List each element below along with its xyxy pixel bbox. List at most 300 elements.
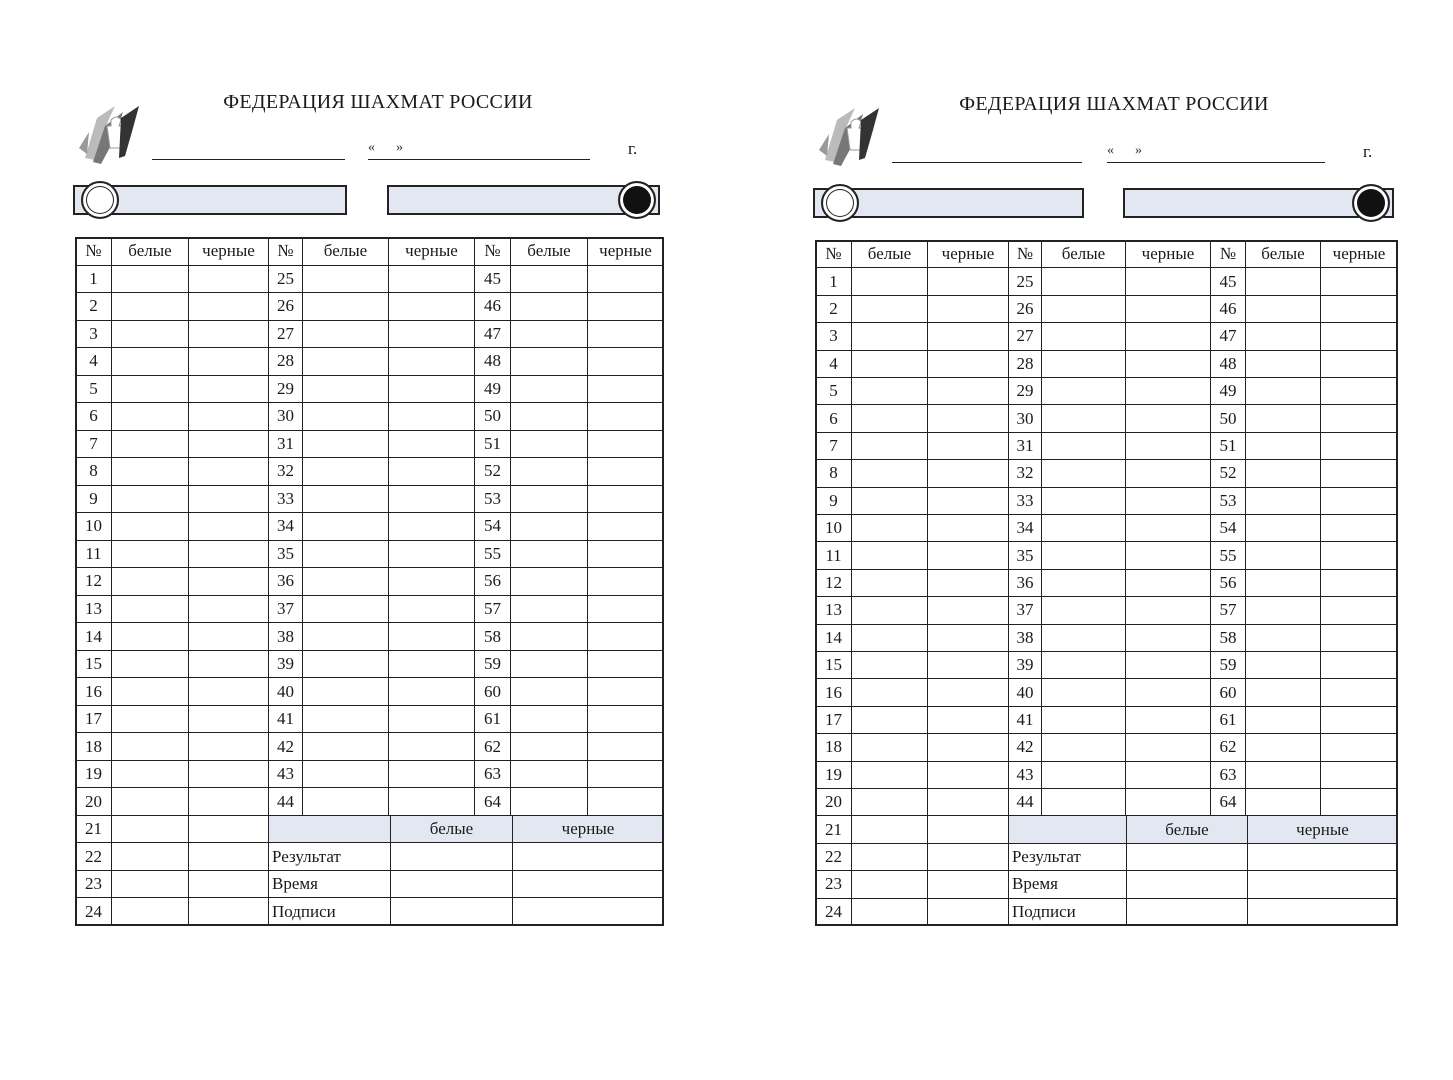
white-move-cell[interactable] bbox=[1245, 514, 1321, 542]
black-move-cell[interactable] bbox=[927, 788, 1009, 816]
white-move-cell[interactable] bbox=[510, 787, 588, 816]
white-move-cell[interactable] bbox=[851, 295, 928, 323]
black-move-cell[interactable] bbox=[188, 897, 269, 926]
black-move-cell[interactable] bbox=[927, 267, 1009, 295]
black-move-cell[interactable] bbox=[587, 595, 664, 624]
white-move-cell[interactable] bbox=[1041, 596, 1126, 624]
white-move-cell[interactable] bbox=[1245, 678, 1321, 706]
white-move-cell[interactable] bbox=[111, 842, 189, 871]
black-move-cell[interactable] bbox=[388, 705, 475, 734]
white-move-cell[interactable] bbox=[1041, 295, 1126, 323]
white-move-cell[interactable] bbox=[1041, 404, 1126, 432]
white-move-cell[interactable] bbox=[851, 541, 928, 569]
black-move-cell[interactable] bbox=[188, 347, 269, 376]
white-move-cell[interactable] bbox=[111, 292, 189, 321]
column-header: белые bbox=[1041, 240, 1126, 268]
white-move-cell[interactable] bbox=[851, 404, 928, 432]
black-move-cell[interactable] bbox=[1320, 459, 1398, 487]
white-move-cell[interactable] bbox=[1245, 569, 1321, 597]
black-move-cell[interactable] bbox=[1125, 514, 1211, 542]
move-number: 39 bbox=[268, 650, 303, 679]
white-move-cell[interactable] bbox=[111, 512, 189, 541]
white-move-cell[interactable] bbox=[510, 457, 588, 486]
white-move-cell[interactable] bbox=[1245, 651, 1321, 679]
black-move-cell[interactable] bbox=[1125, 788, 1211, 816]
footer-white-cell[interactable] bbox=[1126, 898, 1248, 926]
white-move-cell[interactable] bbox=[1245, 459, 1321, 487]
white-move-cell[interactable] bbox=[1245, 322, 1321, 350]
black-move-cell[interactable] bbox=[587, 567, 664, 596]
white-move-cell[interactable] bbox=[302, 650, 389, 679]
white-move-cell[interactable] bbox=[111, 870, 189, 899]
black-move-cell[interactable] bbox=[927, 295, 1009, 323]
black-move-cell[interactable] bbox=[927, 322, 1009, 350]
footer-black-cell[interactable] bbox=[1247, 870, 1398, 898]
move-number: 61 bbox=[1210, 706, 1246, 734]
white-move-cell[interactable] bbox=[302, 540, 389, 569]
white-move-cell[interactable] bbox=[851, 350, 928, 378]
white-move-cell[interactable] bbox=[1245, 432, 1321, 460]
white-move-cell[interactable] bbox=[302, 265, 389, 294]
white-move-cell[interactable] bbox=[1041, 459, 1126, 487]
black-move-cell[interactable] bbox=[1320, 706, 1398, 734]
black-move-cell[interactable] bbox=[1320, 377, 1398, 405]
black-move-cell[interactable] bbox=[188, 650, 269, 679]
black-move-cell[interactable] bbox=[188, 815, 269, 844]
black-move-cell[interactable] bbox=[188, 292, 269, 321]
white-move-cell[interactable] bbox=[302, 457, 389, 486]
black-move-cell[interactable] bbox=[388, 787, 475, 816]
white-move-cell[interactable] bbox=[510, 292, 588, 321]
black-move-cell[interactable] bbox=[388, 595, 475, 624]
black-move-cell[interactable] bbox=[587, 540, 664, 569]
black-move-cell[interactable] bbox=[388, 265, 475, 294]
white-move-cell[interactable] bbox=[510, 567, 588, 596]
white-move-cell[interactable] bbox=[851, 624, 928, 652]
black-move-cell[interactable] bbox=[927, 487, 1009, 515]
black-move-cell[interactable] bbox=[587, 402, 664, 431]
white-move-cell[interactable] bbox=[1245, 596, 1321, 624]
footer-black-cell[interactable] bbox=[1247, 843, 1398, 871]
white-move-cell[interactable] bbox=[1041, 569, 1126, 597]
white-move-cell[interactable] bbox=[851, 569, 928, 597]
white-move-cell[interactable] bbox=[1245, 733, 1321, 761]
white-move-cell[interactable] bbox=[111, 567, 189, 596]
black-move-cell[interactable] bbox=[587, 265, 664, 294]
black-move-cell[interactable] bbox=[1125, 377, 1211, 405]
footer-black-cell[interactable] bbox=[512, 870, 664, 899]
white-move-cell[interactable] bbox=[302, 595, 389, 624]
move-number: 35 bbox=[1008, 541, 1042, 569]
white-move-cell[interactable] bbox=[851, 596, 928, 624]
black-move-cell[interactable] bbox=[587, 430, 664, 459]
footer-black-cell[interactable] bbox=[1247, 898, 1398, 926]
white-move-cell[interactable] bbox=[851, 651, 928, 679]
white-move-cell[interactable] bbox=[1041, 733, 1126, 761]
white-move-cell[interactable] bbox=[851, 870, 928, 898]
black-move-cell[interactable] bbox=[927, 870, 1009, 898]
white-move-cell[interactable] bbox=[111, 457, 189, 486]
move-number: 45 bbox=[474, 265, 511, 294]
black-move-cell[interactable] bbox=[188, 595, 269, 624]
black-move-cell[interactable] bbox=[1320, 651, 1398, 679]
white-move-cell[interactable] bbox=[111, 375, 189, 404]
black-move-cell[interactable] bbox=[388, 402, 475, 431]
black-move-cell[interactable] bbox=[388, 457, 475, 486]
white-move-cell[interactable] bbox=[1245, 541, 1321, 569]
move-number: 43 bbox=[1008, 761, 1042, 789]
white-move-cell[interactable] bbox=[1041, 678, 1126, 706]
white-move-cell[interactable] bbox=[111, 430, 189, 459]
white-move-cell[interactable] bbox=[111, 265, 189, 294]
black-move-cell[interactable] bbox=[927, 377, 1009, 405]
black-move-cell[interactable] bbox=[1320, 761, 1398, 789]
footer-header-white: белые bbox=[1126, 815, 1248, 843]
white-move-cell[interactable] bbox=[302, 677, 389, 706]
white-move-cell[interactable] bbox=[1041, 788, 1126, 816]
black-move-cell[interactable] bbox=[188, 485, 269, 514]
white-move-cell[interactable] bbox=[1041, 377, 1126, 405]
black-move-cell[interactable] bbox=[388, 540, 475, 569]
black-move-cell[interactable] bbox=[188, 430, 269, 459]
black-move-cell[interactable] bbox=[188, 870, 269, 899]
white-move-cell[interactable] bbox=[302, 375, 389, 404]
black-move-cell[interactable] bbox=[188, 402, 269, 431]
black-move-cell[interactable] bbox=[1125, 432, 1211, 460]
black-move-cell[interactable] bbox=[927, 350, 1009, 378]
white-move-cell[interactable] bbox=[1245, 295, 1321, 323]
move-number: 25 bbox=[1008, 267, 1042, 295]
black-move-cell[interactable] bbox=[1320, 624, 1398, 652]
black-move-cell[interactable] bbox=[1320, 541, 1398, 569]
white-move-cell[interactable] bbox=[111, 815, 189, 844]
white-move-cell[interactable] bbox=[851, 322, 928, 350]
white-move-cell[interactable] bbox=[510, 732, 588, 761]
white-move-cell[interactable] bbox=[851, 459, 928, 487]
black-move-cell[interactable] bbox=[1125, 350, 1211, 378]
black-move-cell[interactable] bbox=[1125, 267, 1211, 295]
white-move-cell[interactable] bbox=[851, 432, 928, 460]
black-move-cell[interactable] bbox=[1320, 788, 1398, 816]
date-line[interactable] bbox=[368, 159, 590, 160]
black-move-cell[interactable] bbox=[388, 650, 475, 679]
black-move-cell[interactable] bbox=[188, 732, 269, 761]
move-number: 29 bbox=[1008, 377, 1042, 405]
black-move-cell[interactable] bbox=[188, 677, 269, 706]
white-move-cell[interactable] bbox=[510, 320, 588, 349]
black-move-cell[interactable] bbox=[927, 459, 1009, 487]
column-header: № bbox=[1008, 240, 1042, 268]
black-move-cell[interactable] bbox=[1320, 295, 1398, 323]
black-move-cell[interactable] bbox=[927, 761, 1009, 789]
white-move-cell[interactable] bbox=[302, 320, 389, 349]
black-move-cell[interactable] bbox=[587, 457, 664, 486]
white-move-cell[interactable] bbox=[1041, 624, 1126, 652]
black-move-cell[interactable] bbox=[388, 567, 475, 596]
white-move-cell[interactable] bbox=[851, 706, 928, 734]
white-move-cell[interactable] bbox=[302, 567, 389, 596]
black-move-cell[interactable] bbox=[388, 677, 475, 706]
white-move-cell[interactable] bbox=[111, 540, 189, 569]
black-move-cell[interactable] bbox=[1125, 596, 1211, 624]
white-move-cell[interactable] bbox=[851, 514, 928, 542]
black-move-cell[interactable] bbox=[927, 541, 1009, 569]
white-move-cell[interactable] bbox=[1245, 350, 1321, 378]
black-move-cell[interactable] bbox=[1125, 404, 1211, 432]
black-move-cell[interactable] bbox=[927, 815, 1009, 843]
white-move-cell[interactable] bbox=[302, 705, 389, 734]
black-move-cell[interactable] bbox=[388, 430, 475, 459]
black-move-cell[interactable] bbox=[927, 514, 1009, 542]
white-move-cell[interactable] bbox=[302, 292, 389, 321]
white-move-cell[interactable] bbox=[111, 595, 189, 624]
black-move-cell[interactable] bbox=[587, 760, 664, 789]
black-move-cell[interactable] bbox=[388, 292, 475, 321]
white-move-cell[interactable] bbox=[302, 402, 389, 431]
white-move-cell[interactable] bbox=[1041, 651, 1126, 679]
black-move-cell[interactable] bbox=[388, 347, 475, 376]
white-move-cell[interactable] bbox=[510, 430, 588, 459]
black-move-cell[interactable] bbox=[1320, 404, 1398, 432]
black-move-cell[interactable] bbox=[188, 265, 269, 294]
white-move-cell[interactable] bbox=[111, 787, 189, 816]
black-move-cell[interactable] bbox=[927, 596, 1009, 624]
white-move-cell[interactable] bbox=[302, 622, 389, 651]
black-move-cell[interactable] bbox=[1320, 733, 1398, 761]
move-number: 7 bbox=[75, 430, 112, 459]
white-move-cell[interactable] bbox=[1041, 432, 1126, 460]
black-move-cell[interactable] bbox=[587, 677, 664, 706]
black-move-cell[interactable] bbox=[1320, 432, 1398, 460]
white-move-cell[interactable] bbox=[302, 512, 389, 541]
event-name-line[interactable] bbox=[152, 159, 345, 160]
white-move-cell[interactable] bbox=[1041, 350, 1126, 378]
white-move-cell[interactable] bbox=[302, 485, 389, 514]
white-move-cell[interactable] bbox=[111, 677, 189, 706]
white-move-cell[interactable] bbox=[510, 485, 588, 514]
black-move-cell[interactable] bbox=[1125, 541, 1211, 569]
move-number: 48 bbox=[1210, 350, 1246, 378]
footer-black-cell[interactable] bbox=[512, 842, 664, 871]
black-move-cell[interactable] bbox=[1320, 487, 1398, 515]
white-move-cell[interactable] bbox=[1245, 267, 1321, 295]
white-move-cell[interactable] bbox=[111, 347, 189, 376]
black-move-cell[interactable] bbox=[188, 705, 269, 734]
white-move-cell[interactable] bbox=[111, 732, 189, 761]
white-move-cell[interactable] bbox=[302, 732, 389, 761]
white-move-cell[interactable] bbox=[302, 760, 389, 789]
black-move-cell[interactable] bbox=[188, 622, 269, 651]
white-move-cell[interactable] bbox=[111, 485, 189, 514]
white-move-cell[interactable] bbox=[510, 622, 588, 651]
black-move-cell[interactable] bbox=[587, 485, 664, 514]
black-move-cell[interactable] bbox=[587, 375, 664, 404]
footer-white-cell[interactable] bbox=[390, 842, 513, 871]
white-move-cell[interactable] bbox=[111, 897, 189, 926]
white-move-cell[interactable] bbox=[1041, 322, 1126, 350]
black-move-cell[interactable] bbox=[1125, 651, 1211, 679]
black-move-cell[interactable] bbox=[927, 706, 1009, 734]
white-move-cell[interactable] bbox=[1245, 404, 1321, 432]
white-move-cell[interactable] bbox=[1041, 706, 1126, 734]
white-move-cell[interactable] bbox=[510, 265, 588, 294]
move-number: 12 bbox=[815, 569, 852, 597]
move-number: 56 bbox=[474, 567, 511, 596]
black-move-cell[interactable] bbox=[587, 512, 664, 541]
black-move-cell[interactable] bbox=[927, 843, 1009, 871]
black-move-cell[interactable] bbox=[927, 432, 1009, 460]
black-move-cell[interactable] bbox=[1320, 514, 1398, 542]
black-move-cell[interactable] bbox=[927, 651, 1009, 679]
footer-header-blank bbox=[268, 815, 391, 844]
footer-white-cell[interactable] bbox=[1126, 843, 1248, 871]
black-move-cell[interactable] bbox=[188, 375, 269, 404]
footer-white-cell[interactable] bbox=[390, 870, 513, 899]
black-move-cell[interactable] bbox=[1125, 733, 1211, 761]
white-move-cell[interactable] bbox=[302, 787, 389, 816]
move-number: 3 bbox=[75, 320, 112, 349]
white-move-cell[interactable] bbox=[510, 375, 588, 404]
white-move-cell[interactable] bbox=[1245, 706, 1321, 734]
white-move-cell[interactable] bbox=[510, 760, 588, 789]
black-move-cell[interactable] bbox=[1125, 322, 1211, 350]
black-move-cell[interactable] bbox=[1125, 706, 1211, 734]
white-move-cell[interactable] bbox=[851, 267, 928, 295]
black-move-cell[interactable] bbox=[1320, 350, 1398, 378]
black-move-cell[interactable] bbox=[587, 622, 664, 651]
move-number: 18 bbox=[75, 732, 112, 761]
white-move-cell[interactable] bbox=[851, 487, 928, 515]
move-number: 49 bbox=[474, 375, 511, 404]
black-move-cell[interactable] bbox=[1125, 678, 1211, 706]
white-move-cell[interactable] bbox=[111, 705, 189, 734]
white-move-cell[interactable] bbox=[851, 898, 928, 926]
black-move-cell[interactable] bbox=[388, 485, 475, 514]
white-move-cell[interactable] bbox=[851, 815, 928, 843]
white-move-cell[interactable] bbox=[1245, 624, 1321, 652]
footer-white-cell[interactable] bbox=[390, 897, 513, 926]
white-move-cell[interactable] bbox=[1041, 267, 1126, 295]
black-move-cell[interactable] bbox=[1125, 569, 1211, 597]
white-move-cell[interactable] bbox=[1245, 377, 1321, 405]
black-move-cell[interactable] bbox=[188, 787, 269, 816]
black-move-cell[interactable] bbox=[927, 569, 1009, 597]
white-move-cell[interactable] bbox=[510, 705, 588, 734]
black-move-cell[interactable] bbox=[188, 540, 269, 569]
black-move-cell[interactable] bbox=[1125, 295, 1211, 323]
date-line[interactable] bbox=[1107, 162, 1325, 163]
black-move-cell[interactable] bbox=[1320, 322, 1398, 350]
black-move-cell[interactable] bbox=[1320, 569, 1398, 597]
black-move-cell[interactable] bbox=[1320, 678, 1398, 706]
white-move-cell[interactable] bbox=[111, 402, 189, 431]
black-move-cell[interactable] bbox=[388, 375, 475, 404]
black-move-cell[interactable] bbox=[188, 760, 269, 789]
move-number: 13 bbox=[815, 596, 852, 624]
move-number: 43 bbox=[268, 760, 303, 789]
move-number: 10 bbox=[75, 512, 112, 541]
white-move-cell[interactable] bbox=[111, 622, 189, 651]
black-move-cell[interactable] bbox=[587, 292, 664, 321]
black-move-cell[interactable] bbox=[188, 512, 269, 541]
black-move-cell[interactable] bbox=[188, 320, 269, 349]
black-move-cell[interactable] bbox=[1320, 267, 1398, 295]
white-move-cell[interactable] bbox=[1041, 487, 1126, 515]
white-move-cell[interactable] bbox=[1245, 487, 1321, 515]
black-move-cell[interactable] bbox=[927, 733, 1009, 761]
white-move-cell[interactable] bbox=[510, 402, 588, 431]
black-move-cell[interactable] bbox=[1125, 459, 1211, 487]
white-move-cell[interactable] bbox=[111, 760, 189, 789]
black-move-cell[interactable] bbox=[587, 705, 664, 734]
white-move-cell[interactable] bbox=[1041, 761, 1126, 789]
white-move-cell[interactable] bbox=[851, 733, 928, 761]
white-move-cell[interactable] bbox=[851, 788, 928, 816]
black-move-cell[interactable] bbox=[1125, 761, 1211, 789]
black-move-cell[interactable] bbox=[388, 622, 475, 651]
footer-black-cell[interactable] bbox=[512, 897, 664, 926]
move-number: 29 bbox=[268, 375, 303, 404]
black-move-cell[interactable] bbox=[927, 624, 1009, 652]
white-move-cell[interactable] bbox=[302, 430, 389, 459]
white-move-cell[interactable] bbox=[851, 678, 928, 706]
sheet-title: ФЕДЕРАЦИЯ ШАХМАТ РОССИИ bbox=[223, 91, 533, 113]
black-move-cell[interactable] bbox=[927, 898, 1009, 926]
white-move-cell[interactable] bbox=[111, 320, 189, 349]
black-move-cell[interactable] bbox=[1125, 624, 1211, 652]
white-move-cell[interactable] bbox=[510, 347, 588, 376]
black-move-cell[interactable] bbox=[587, 347, 664, 376]
black-move-cell[interactable] bbox=[388, 512, 475, 541]
white-move-cell[interactable] bbox=[851, 761, 928, 789]
black-move-cell[interactable] bbox=[388, 320, 475, 349]
white-move-cell[interactable] bbox=[1245, 788, 1321, 816]
black-move-cell[interactable] bbox=[587, 650, 664, 679]
white-move-cell[interactable] bbox=[510, 595, 588, 624]
black-move-cell[interactable] bbox=[1125, 487, 1211, 515]
white-move-cell[interactable] bbox=[1041, 541, 1126, 569]
black-move-cell[interactable] bbox=[587, 787, 664, 816]
event-name-line[interactable] bbox=[892, 162, 1082, 163]
black-move-cell[interactable] bbox=[1320, 596, 1398, 624]
white-move-cell[interactable] bbox=[510, 540, 588, 569]
black-move-cell[interactable] bbox=[587, 320, 664, 349]
black-move-cell[interactable] bbox=[188, 457, 269, 486]
black-move-cell[interactable] bbox=[188, 567, 269, 596]
black-move-cell[interactable] bbox=[188, 842, 269, 871]
white-move-cell[interactable] bbox=[1245, 761, 1321, 789]
white-move-cell[interactable] bbox=[1041, 514, 1126, 542]
white-move-cell[interactable] bbox=[510, 650, 588, 679]
white-move-cell[interactable] bbox=[851, 843, 928, 871]
black-move-cell[interactable] bbox=[927, 404, 1009, 432]
white-move-cell[interactable] bbox=[851, 377, 928, 405]
move-number: 23 bbox=[815, 870, 852, 898]
white-move-cell[interactable] bbox=[111, 650, 189, 679]
black-move-cell[interactable] bbox=[388, 760, 475, 789]
move-number: 30 bbox=[1008, 404, 1042, 432]
white-move-cell[interactable] bbox=[510, 677, 588, 706]
footer-white-cell[interactable] bbox=[1126, 870, 1248, 898]
black-move-cell[interactable] bbox=[587, 732, 664, 761]
date-quotes: « » bbox=[368, 140, 403, 155]
black-move-cell[interactable] bbox=[388, 732, 475, 761]
white-move-cell[interactable] bbox=[510, 512, 588, 541]
move-number: 19 bbox=[815, 761, 852, 789]
move-number: 3 bbox=[815, 322, 852, 350]
black-move-cell[interactable] bbox=[927, 678, 1009, 706]
white-move-cell[interactable] bbox=[302, 347, 389, 376]
